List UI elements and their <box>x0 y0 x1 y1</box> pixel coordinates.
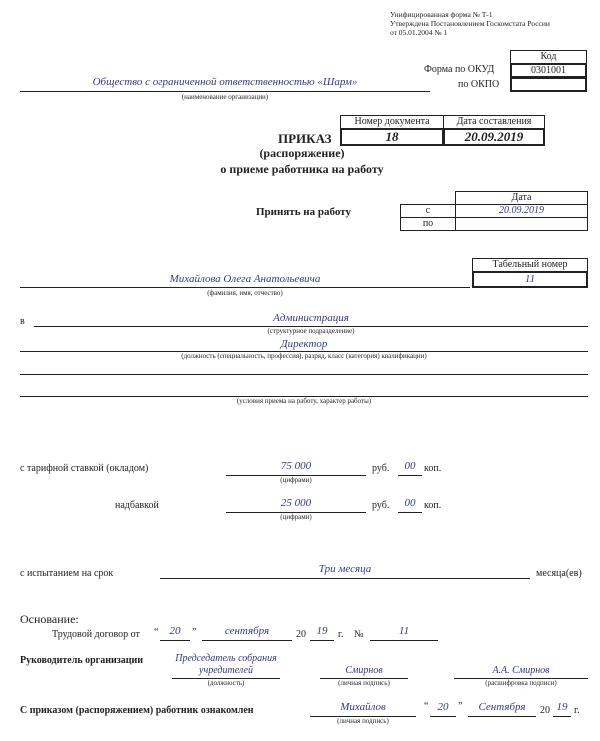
doc-number-header-cell <box>340 115 444 129</box>
tab-number: 11 <box>524 273 536 285</box>
doc-number-cell[interactable] <box>340 128 444 146</box>
hire-label: Принять на работу <box>256 206 351 218</box>
ack-year-suffix: г. <box>574 705 580 716</box>
ack-quote-close: ” <box>458 701 463 712</box>
department-caption: (структурное подразделение) <box>267 327 355 335</box>
ack-year: 19 <box>556 701 568 713</box>
bonus-kop-value: 00 <box>404 497 416 509</box>
head-position-line1: Председатель собрания <box>175 653 277 664</box>
conditions-caption: (условия приема на работу, характер работы) <box>236 397 372 405</box>
rate-kop-value: 00 <box>404 460 416 472</box>
head-signature: Смирнов <box>345 665 383 676</box>
contract-month-line <box>202 640 292 641</box>
organization-caption: (наименование организации) <box>181 93 269 101</box>
form-header-line3: от 05.01.2004 № 1 <box>390 28 448 37</box>
okud-value: 0301001 <box>531 65 566 76</box>
ack-year-prefix: 20 <box>540 705 550 716</box>
conditions-line-1 <box>20 374 588 375</box>
probation-value: Три месяца <box>318 563 372 575</box>
tab-number-cell[interactable] <box>472 271 588 288</box>
form-header <box>390 10 550 37</box>
doc-date-header-cell <box>443 115 545 129</box>
hire-to-label-cell <box>400 217 456 231</box>
employee-name-caption: (фамилия, имя, отчество) <box>207 289 283 297</box>
head-position-line2: учредителей <box>199 665 253 676</box>
head-label: Руководитель организации <box>20 655 144 666</box>
position-caption: (должность (специальность, профессия), разряд, класс (категория) квалификации) <box>181 352 427 360</box>
okud-cell[interactable] <box>510 63 587 78</box>
rate-kop-label: коп. <box>424 463 442 474</box>
bonus-rub-label: руб. <box>372 500 390 511</box>
ack-month: Сентября <box>478 701 526 713</box>
contract-year: 19 <box>316 625 328 637</box>
head-signature-caption: (личная подпись) <box>338 679 390 687</box>
ack-day: 20 <box>437 701 449 713</box>
okpo-label: по ОКПО <box>458 79 500 90</box>
rate-label: с тарифной ставкой (окладом) <box>20 463 149 474</box>
doc-date-header: Дата составления <box>456 116 532 127</box>
rate-kop-line <box>398 475 422 476</box>
tab-number-header: Табельный номер <box>492 259 568 270</box>
contract-label: Трудовой договор от <box>52 629 140 640</box>
head-position-caption: (должность) <box>207 679 245 687</box>
rate-rub-label: руб. <box>372 463 390 474</box>
ack-month-line <box>468 716 536 717</box>
hire-to-cell[interactable] <box>455 217 588 231</box>
position-name: Директор <box>280 338 328 350</box>
doc-date: 20.09.2019 <box>464 129 524 144</box>
head-decoding-caption: (расшифровка подписи) <box>485 679 557 687</box>
employee-name: Михайлова Олега Анатольевича <box>169 273 321 285</box>
acknowledge-label: С приказом (распоряжением) работник ознакомлен <box>20 705 254 716</box>
acknowledge-signature: Михайлов <box>340 701 386 713</box>
doc-number-header: Номер документа <box>354 116 430 127</box>
rate-value: 75 000 <box>280 460 312 472</box>
contract-quote-open: “ <box>154 627 159 638</box>
head-decoding: А.А. Смирнов <box>492 665 550 676</box>
tab-number-header-cell <box>472 258 588 272</box>
contract-number: 11 <box>398 625 410 637</box>
organization-name: Общество с ограниченной ответственностью «Шарм» <box>92 76 358 88</box>
ack-year-line <box>553 716 571 717</box>
hire-date-header: Дата <box>511 192 532 203</box>
hire-date-header-cell <box>455 191 588 205</box>
basis-label: Основание: <box>20 612 79 626</box>
rate-caption: (цифрами) <box>280 476 312 484</box>
doc-number: 18 <box>385 129 399 144</box>
contract-month: сентября <box>224 625 270 637</box>
department-prefix: в <box>20 316 25 327</box>
ack-day-line <box>430 716 456 717</box>
ack-quote-open: “ <box>424 701 429 712</box>
doc-title: ПРИКАЗ <box>278 131 332 146</box>
probation-label: с испытанием на срок <box>20 568 114 579</box>
contract-year-suffix: г. <box>338 629 344 640</box>
department-name: Администрация <box>273 312 349 324</box>
hire-from-label: с <box>425 205 431 216</box>
code-header-cell <box>510 50 587 64</box>
contract-day-line <box>160 640 190 641</box>
form-header-line1: Унифицированная форма № Т-1 <box>390 10 493 19</box>
contract-year-prefix: 20 <box>296 629 306 640</box>
hire-from-label-cell <box>400 204 456 218</box>
doc-subtitle: (распоряжение) <box>259 146 345 160</box>
bonus-kop-label: коп. <box>424 500 442 511</box>
contract-day: 20 <box>169 625 181 637</box>
contract-quote-close: ” <box>192 627 197 638</box>
employee-name-line <box>20 287 470 288</box>
bonus-value: 25 000 <box>280 497 312 509</box>
probation-line <box>160 578 530 579</box>
form-header-line2: Утверждена Постановлением Госкомстата России <box>390 19 550 28</box>
bonus-label: надбавкой <box>115 500 159 511</box>
doc-date-cell[interactable] <box>443 128 545 146</box>
bonus-kop-line <box>398 512 422 513</box>
bonus-caption: (цифрами) <box>280 513 312 521</box>
okud-label: Форма по ОКУД <box>424 64 495 75</box>
hire-from-cell[interactable] <box>455 204 588 218</box>
hire-to-label: по <box>422 218 434 229</box>
probation-suffix: месяца(ев) <box>536 568 582 579</box>
okpo-cell[interactable] <box>510 77 587 92</box>
contract-number-line <box>370 640 438 641</box>
doc-purpose: о приеме работника на работу <box>220 162 384 176</box>
code-header: Код <box>540 51 557 62</box>
contract-year-line <box>310 640 334 641</box>
organization-line <box>20 91 430 92</box>
contract-number-sign: № <box>354 629 364 640</box>
hire-from-date: 20.09.2019 <box>499 205 544 216</box>
acknowledge-signature-caption: (личная подпись) <box>337 717 389 725</box>
head-position <box>172 653 280 677</box>
